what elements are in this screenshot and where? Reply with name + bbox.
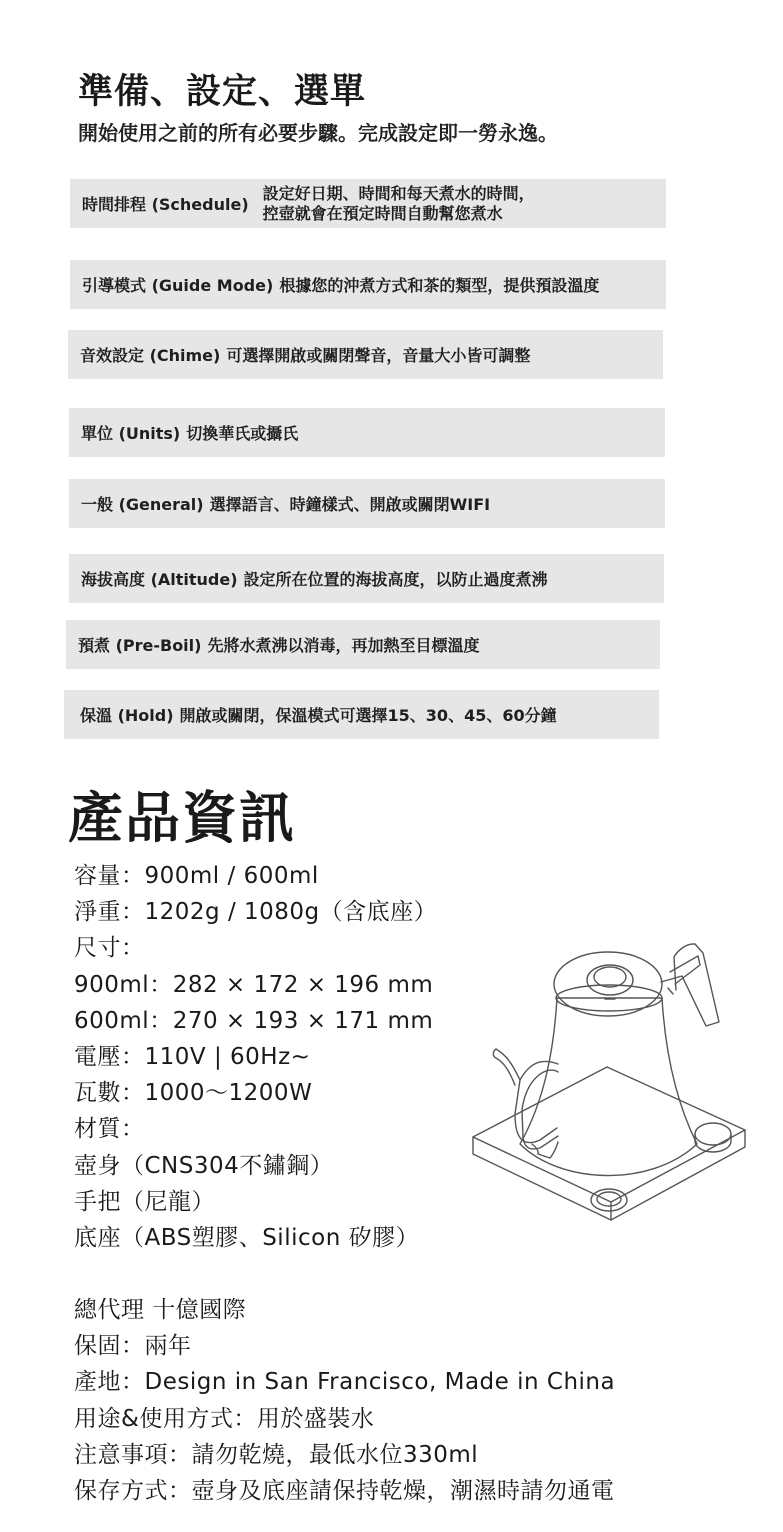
feature-schedule xyxy=(70,179,666,228)
spec-item: 900ml：282 × 172 × 196 mm xyxy=(74,971,434,998)
feature-name: 一般 (General) xyxy=(81,495,204,514)
spec-item: 容量：900ml / 600ml xyxy=(74,863,319,889)
feature-name: 海拔高度 (Altitude) xyxy=(81,570,238,589)
feature-pre-boil xyxy=(66,620,660,669)
spec-item: 壺身（CNS304不鏽鋼） xyxy=(74,1152,334,1179)
info-item: 保存方式：壺身及底座請保持乾燥，潮濕時請勿通電 xyxy=(74,1478,615,1505)
feature-hold xyxy=(64,690,659,739)
spec-list xyxy=(74,858,437,1256)
feature-name: 保溫 (Hold) xyxy=(80,706,174,725)
feature-name: 預煮 (Pre-Boil) xyxy=(78,636,202,655)
setup-title: 準備、設定、選單 xyxy=(78,72,367,112)
feature-description: 選擇語言、時鐘樣式、開啟或關閉WIFI xyxy=(209,495,491,514)
feature-name: 時間排程 (Schedule) xyxy=(82,195,249,214)
feature-altitude xyxy=(69,554,664,603)
feature-name: 引導模式 (Guide Mode) xyxy=(82,276,274,295)
feature-general xyxy=(69,479,665,528)
feature-name: 音效設定 (Chime) xyxy=(80,346,221,365)
feature-description: 根據您的沖煮方式和茶的類型，提供預設溫度 xyxy=(279,276,600,295)
feature-description-line: 控壺就會在預定時間自動幫您煮水 xyxy=(262,203,503,223)
info-list xyxy=(74,1292,615,1509)
info-item: 注意事項：請勿乾燒，最低水位330ml xyxy=(74,1441,479,1468)
kettle-illustration-icon xyxy=(470,930,755,1250)
feature-description xyxy=(263,184,535,224)
info-item: 保固：兩年 xyxy=(74,1333,192,1360)
spec-item: 瓦數：1000～1200W xyxy=(74,1080,313,1107)
spec-item: 淨重：1202g / 1080g（含底座） xyxy=(74,899,438,926)
feature-guide-mode xyxy=(70,260,666,309)
setup-subtitle: 開始使用之前的所有必要步驟。完成設定即一勞永逸。 xyxy=(78,121,558,145)
info-item: 產地：Design in San Francisco, Made in China xyxy=(74,1369,616,1396)
spec-item: 底座（ABS塑膠、Silicon 矽膠） xyxy=(74,1225,420,1252)
feature-units xyxy=(69,408,665,457)
feature-description: 切換華氏或攝氏 xyxy=(186,424,299,443)
feature-description: 可選擇開啟或關閉聲音，音量大小皆可調整 xyxy=(226,346,531,365)
info-item: 總代理 十億國際 xyxy=(74,1297,247,1323)
spec-item: 手把（尼龍） xyxy=(74,1188,215,1215)
feature-description: 先將水煮沸以消毒，再加熱至目標溫度 xyxy=(207,636,480,655)
info-item: 用途&使用方式：用於盛裝水 xyxy=(74,1405,375,1432)
product-info-title: 產品資訊 xyxy=(68,786,297,850)
spec-item: 600ml：270 × 193 × 171 mm xyxy=(74,1007,434,1034)
feature-description-line: 設定好日期、時間和每天煮水的時間， xyxy=(262,183,535,203)
spec-item: 電壓：110V | 60Hz~ xyxy=(74,1044,311,1071)
spec-item: 尺寸： xyxy=(74,935,145,962)
feature-description: 開啟或關閉，保溫模式可選擇15、30、45、60分鐘 xyxy=(179,706,557,725)
feature-name: 單位 (Units) xyxy=(81,424,181,443)
spec-item: 材質： xyxy=(74,1116,145,1143)
feature-description: 設定所在位置的海拔高度，以防止過度煮沸 xyxy=(243,570,548,589)
feature-chime xyxy=(68,330,663,379)
